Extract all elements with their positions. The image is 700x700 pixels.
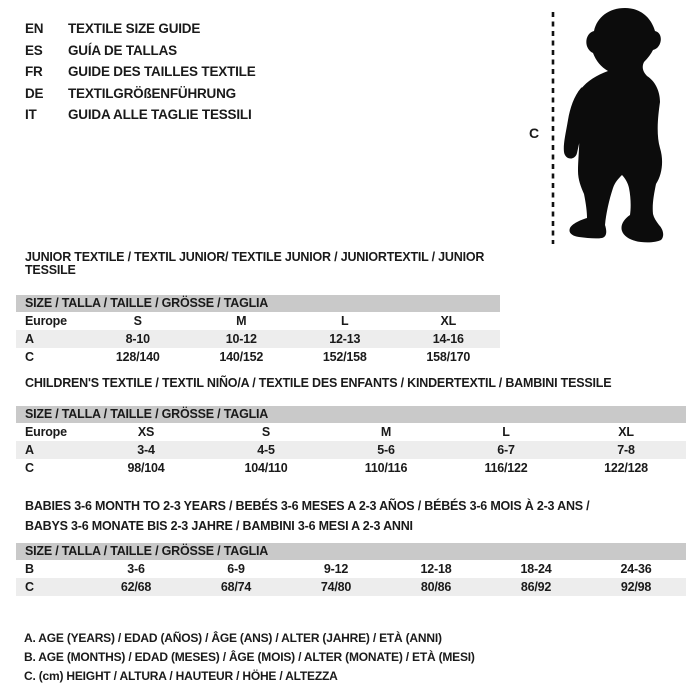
language-title-list xyxy=(25,18,256,126)
height-cell: 122/128 xyxy=(604,461,648,475)
age-cell: 7-8 xyxy=(617,443,635,457)
height-cell: 86/92 xyxy=(520,580,552,594)
row-label: C xyxy=(25,350,34,364)
row-label: A xyxy=(25,443,34,457)
section-title: CHILDREN'S TEXTILE / TEXTIL NIÑO/A / TEXTILE DES ENFANTS / KINDERTEXTIL / BAMBINI TESSILE xyxy=(25,376,612,390)
section-junior-textile xyxy=(16,251,500,366)
language-code: DE xyxy=(25,85,44,101)
age-cell: 6-7 xyxy=(497,443,515,457)
footnote-a: A. AGE (YEARS) / EDAD (AÑOS) / ÂGE (ANS) / ALTER (JAHRE) / ETÀ (ANNI) xyxy=(24,631,442,645)
months-cell: 9-12 xyxy=(323,562,349,576)
height-cell: 74/80 xyxy=(320,580,352,594)
age-cell: 3-4 xyxy=(137,443,155,457)
size-cell: M xyxy=(380,425,392,439)
table-row-months xyxy=(16,560,686,578)
height-cell: 152/158 xyxy=(322,350,367,364)
months-cell: 24-36 xyxy=(620,562,652,576)
height-cell: 158/170 xyxy=(426,350,471,364)
height-cell: 80/86 xyxy=(420,580,452,594)
height-cell: 62/68 xyxy=(120,580,152,594)
table-row-europe xyxy=(16,423,686,441)
guide-title-en: TEXTILE SIZE GUIDE xyxy=(68,21,201,36)
row-label: Europe xyxy=(25,314,67,328)
height-cell: 140/152 xyxy=(219,350,264,364)
height-measure-label: C xyxy=(529,125,539,141)
section-babies-textile xyxy=(16,496,686,596)
footnote-b: B. AGE (MONTHS) / EDAD (MESES) / ÂGE (MOIS) / ALTER (MONATE) / ETÀ (MESI) xyxy=(24,650,475,664)
size-cell: XL xyxy=(618,425,634,439)
size-cell: L xyxy=(502,425,510,439)
age-cell: 8-10 xyxy=(125,332,150,346)
language-row-en xyxy=(25,18,256,40)
guide-title-de: TEXTILGRÖßENFÜHRUNG xyxy=(68,85,236,101)
height-cell: 104/110 xyxy=(244,461,288,475)
size-cell: L xyxy=(341,314,349,328)
table-header: SIZE / TALLA / TAILLE / GRÖSSE / TAGLIA xyxy=(16,295,500,312)
language-row-de xyxy=(25,83,256,105)
row-label: C xyxy=(25,461,34,475)
language-row-es xyxy=(25,40,256,62)
table-row-age xyxy=(16,330,500,348)
height-cell: 116/122 xyxy=(484,461,528,475)
language-code: IT xyxy=(25,107,37,122)
table-header: SIZE / TALLA / TAILLE / GRÖSSE / TAGLIA xyxy=(16,543,686,560)
row-label: C xyxy=(25,580,34,594)
height-cell: 68/74 xyxy=(220,580,252,594)
footnote-c: C. (cm) HEIGHT / ALTURA / HAUTEUR / HÖHE / ALTEZZA xyxy=(24,669,338,683)
section-title xyxy=(25,496,686,536)
size-cell: S xyxy=(261,425,271,439)
age-cell: 14-16 xyxy=(432,332,464,346)
row-label: A xyxy=(25,332,34,346)
language-row-fr xyxy=(25,61,256,83)
size-cell: M xyxy=(236,314,247,328)
months-cell: 6-9 xyxy=(227,562,245,576)
row-label: B xyxy=(25,562,34,576)
toddler-silhouette-icon xyxy=(547,4,697,246)
section-childrens-textile xyxy=(16,377,686,477)
size-cell: XL xyxy=(440,314,457,328)
table-row-age xyxy=(16,441,686,459)
age-cell: 10-12 xyxy=(225,332,257,346)
row-label: Europe xyxy=(25,425,67,439)
guide-title-es: GUÍA DE TALLAS xyxy=(68,42,177,58)
guide-title-it: GUIDA ALLE TAGLIE TESSILI xyxy=(68,107,252,122)
size-cell: S xyxy=(133,314,142,328)
age-cell: 12-13 xyxy=(329,332,361,346)
height-cell: 92/98 xyxy=(620,580,652,594)
age-cell: 4-5 xyxy=(257,443,275,457)
language-code: ES xyxy=(25,42,43,58)
age-cell: 5-6 xyxy=(377,443,395,457)
table-row-height xyxy=(16,578,686,596)
table-row-height xyxy=(16,459,686,477)
section-title: JUNIOR TEXTILE / TEXTIL JUNIOR/ TEXTILE JUNIOR / JUNIORTEXTIL / JUNIOR TESSILE xyxy=(25,250,485,277)
table-row-height xyxy=(16,348,500,366)
months-cell: 18-24 xyxy=(520,562,552,576)
language-row-it xyxy=(25,104,256,126)
table-header: SIZE / TALLA / TAILLE / GRÖSSE / TAGLIA xyxy=(16,406,686,423)
section-title-line2: BABYS 3-6 MONATE BIS 2-3 JAHRE / BAMBINI 3-6 MESI A 2-3 ANNI xyxy=(25,519,413,533)
section-title-line1: BABIES 3-6 MONTH TO 2-3 YEARS / BEBÉS 3-6 MESES A 2-3 AÑOS / BÉBÉS 3-6 MOIS À 2-3 ANS / xyxy=(25,499,590,513)
table-row-europe xyxy=(16,312,500,330)
size-cell: XS xyxy=(137,425,155,439)
height-cell: 110/116 xyxy=(364,461,408,475)
months-cell: 3-6 xyxy=(127,562,145,576)
height-cell: 128/140 xyxy=(115,350,160,364)
footnote-legend xyxy=(24,629,475,686)
height-cell: 98/104 xyxy=(127,461,165,475)
language-code: EN xyxy=(25,21,44,36)
months-cell: 12-18 xyxy=(420,562,452,576)
guide-title-fr: GUIDE DES TAILLES TEXTILE xyxy=(68,64,256,79)
language-code: FR xyxy=(25,64,43,79)
